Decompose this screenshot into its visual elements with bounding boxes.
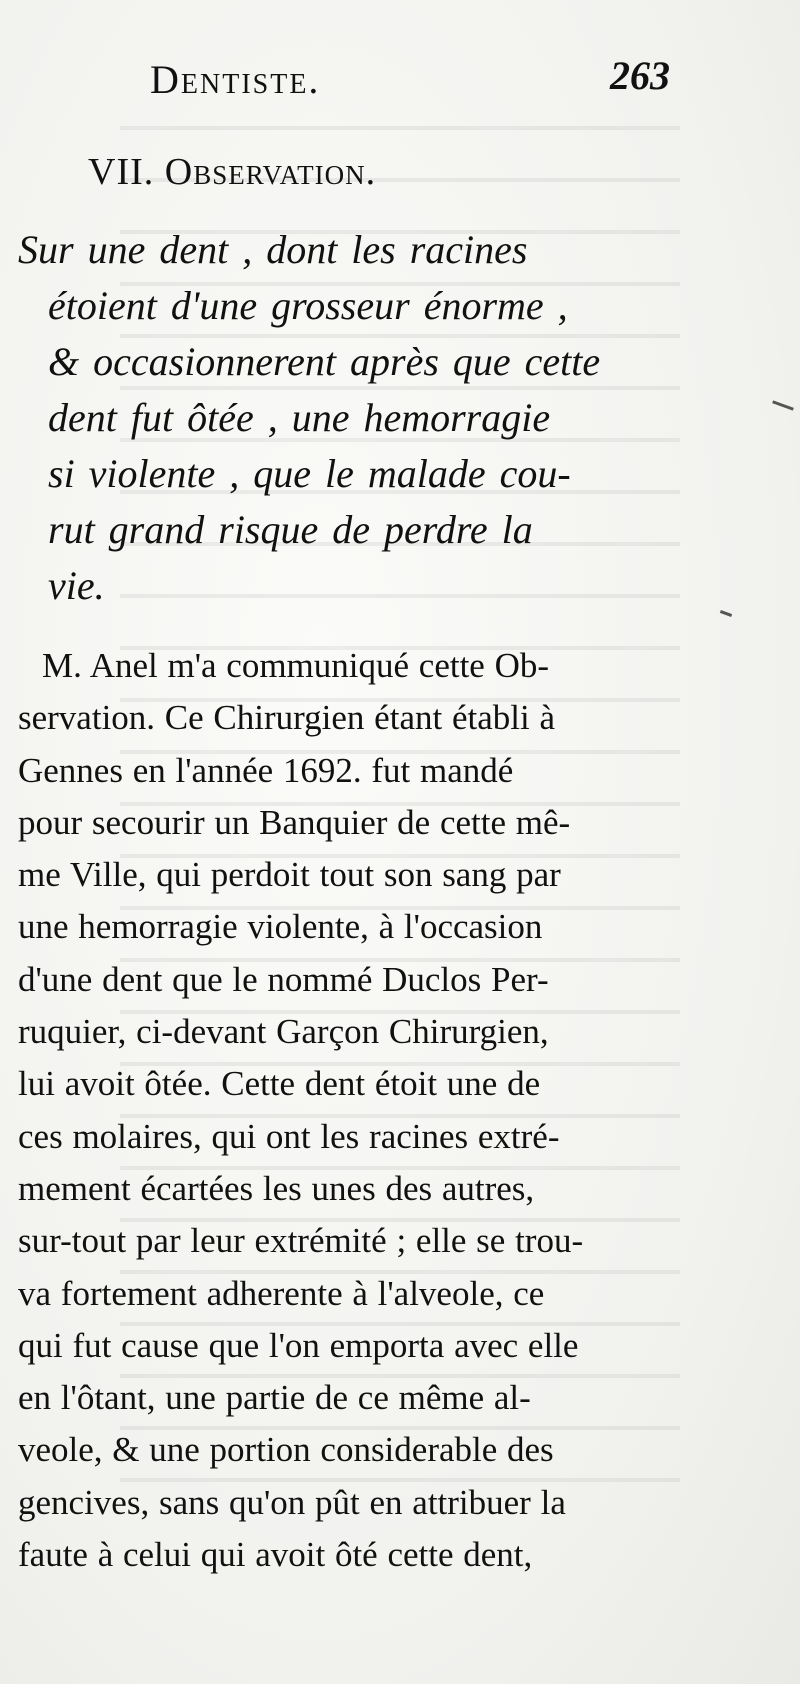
- body-line: une hemorragie violente, à l'occasion: [18, 907, 543, 947]
- body-line: mement écartées les unes des autres,: [18, 1168, 535, 1208]
- body-line: M. Anel m'a communiqué cette Ob-: [42, 646, 550, 685]
- body-line: gencives, sans qu'on pût en attribuer la: [18, 1482, 566, 1522]
- body-line: va fortement adherente à l'alveole, ce: [18, 1273, 545, 1313]
- summary-line: vie.: [48, 563, 105, 608]
- body-line: ces molaires, qui ont les racines extré-: [18, 1116, 560, 1156]
- body-line: pour secourir un Banquier de cette mê-: [18, 802, 571, 842]
- running-title: Dentiste.: [150, 57, 321, 102]
- summary-line: étoient d'une grosseur énorme ,: [48, 283, 568, 328]
- body-line: servation. Ce Chirurgien étant établi à: [18, 698, 555, 738]
- italic-summary: [18, 222, 658, 614]
- margin-mark: [720, 610, 732, 617]
- body-line: ruquier, ci-devant Garçon Chirurgien,: [18, 1012, 549, 1052]
- body-line: me Ville, qui perdoit tout son sang par: [18, 855, 561, 895]
- body-line: veole, & une portion considerable des: [18, 1430, 554, 1470]
- margin-mark: [772, 400, 794, 410]
- summary-line: & occasionnerent après que cette: [48, 339, 601, 384]
- page-header: [150, 53, 670, 116]
- summary-line: Sur une dent , dont les racines: [18, 227, 528, 272]
- body-line: qui fut cause que l'on emporta avec elle: [18, 1325, 579, 1365]
- body-line: d'une dent que le nommé Duclos Per-: [18, 959, 549, 999]
- summary-line: dent fut ôtée , une hemorragie: [48, 395, 551, 440]
- summary-line: si violente , que le malade cou-: [48, 451, 571, 496]
- body-line: lui avoit ôtée. Cette dent étoit une de: [18, 1064, 541, 1104]
- page-number: 263: [610, 53, 670, 98]
- summary-line: rut grand risque de perdre la: [48, 507, 533, 552]
- body-line: faute à celui qui avoit ôté cette dent,: [18, 1535, 533, 1575]
- body-text: [18, 640, 658, 1581]
- observation-title: VII. Observation.: [88, 151, 377, 193]
- body-line: sur-tout par leur extrémité ; elle se trou-: [18, 1221, 584, 1261]
- body-line: Gennes en l'année 1692. fut mandé: [18, 750, 514, 790]
- body-line: en l'ôtant, une partie de ce même al-: [18, 1378, 531, 1418]
